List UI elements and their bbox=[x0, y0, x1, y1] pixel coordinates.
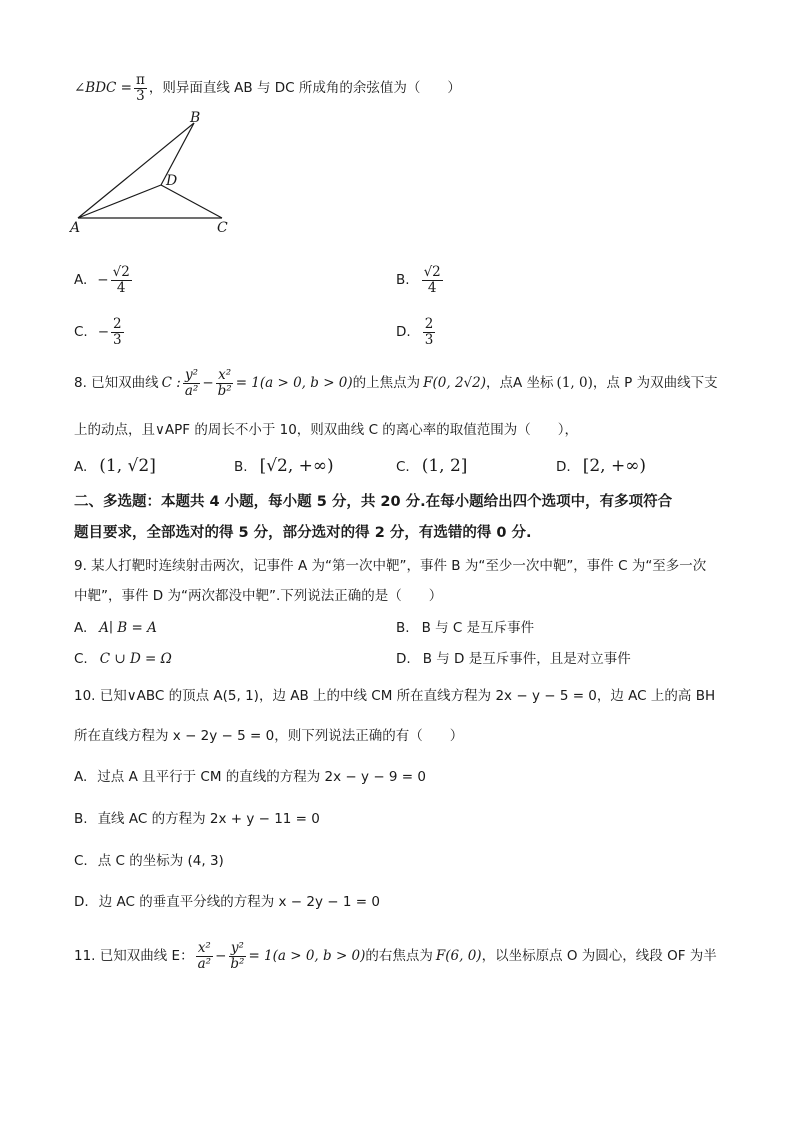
q8-fraction-2 bbox=[216, 368, 234, 399]
q11-fraction-2 bbox=[228, 941, 246, 972]
q7-figure bbox=[66, 108, 246, 238]
q8-point-a: (1, 0) bbox=[556, 375, 593, 391]
option-value: [√2, +∞) bbox=[259, 456, 334, 476]
option-text: 边 AC 的垂直平分线的方程为 x − 2y − 1 = 0 bbox=[98, 894, 380, 910]
q10-line-1: 10. 已知∨ABC 的顶点 A(5, 1)，边 AB 上的中线 CM 所在直线方程为 2x − y − 5 = 0，边 AC 上的高 BH bbox=[74, 688, 716, 704]
label-C: C bbox=[217, 220, 228, 236]
fraction-den: b² bbox=[230, 955, 245, 972]
q7-three: 3 bbox=[136, 87, 145, 104]
q8-curve-name: C : bbox=[161, 375, 181, 391]
q8-line-1 bbox=[74, 365, 718, 401]
option-value: (1, 2] bbox=[421, 456, 468, 476]
option-text: B 与 C 是互斥事件 bbox=[421, 620, 535, 636]
q10-option-b[interactable] bbox=[74, 809, 320, 829]
fraction-den: 3 bbox=[113, 331, 122, 348]
q8-option-a[interactable] bbox=[74, 456, 156, 477]
fraction-num: 2 bbox=[424, 315, 434, 332]
q8-option-b[interactable] bbox=[234, 456, 334, 477]
fraction-num: y² bbox=[230, 939, 244, 956]
option-label: C. bbox=[74, 324, 88, 340]
option-label: B. bbox=[396, 620, 410, 636]
q7-angle-fraction bbox=[134, 73, 147, 104]
option-label: B. bbox=[74, 811, 88, 827]
section-2-heading-line-2: 题目要求，全部选对的得 5 分，部分选对的得 2 分，有选错的得 0 分. bbox=[74, 525, 532, 541]
fraction-num: √2 bbox=[423, 263, 441, 280]
label-B: B bbox=[190, 110, 201, 126]
q7-pi: π bbox=[136, 71, 145, 88]
option-sign: − bbox=[97, 272, 109, 288]
fraction-den: a² bbox=[197, 955, 212, 972]
fraction-num: y² bbox=[185, 366, 199, 383]
q11-line-1 bbox=[74, 937, 717, 975]
option-label: B. bbox=[396, 272, 410, 288]
option-text: B 与 D 是互斥事件，且是对立事件 bbox=[422, 651, 631, 667]
label-D: D bbox=[166, 173, 178, 189]
option-label: B. bbox=[234, 459, 248, 475]
fraction-den: 3 bbox=[424, 331, 434, 348]
q7-option-b[interactable] bbox=[396, 262, 445, 298]
option-text: A∣ B = A bbox=[99, 620, 157, 636]
q11-mid-1: 的右焦点为 bbox=[365, 948, 433, 964]
option-label: A. bbox=[74, 620, 88, 636]
fraction-num: √2 bbox=[112, 263, 130, 280]
q9-line-2: 中靶”，事件 D 为“两次都没中靶”.下列说法正确的是（ ） bbox=[74, 588, 443, 604]
q7-question-text: ，则异面直线 AB 与 DC 所成角的余弦值为（ ） bbox=[148, 80, 461, 96]
q8-prefix: 8. 已知双曲线 bbox=[74, 375, 159, 391]
label-A: A bbox=[70, 220, 81, 236]
option-label: C. bbox=[396, 459, 410, 475]
option-value: [2, +∞) bbox=[582, 456, 646, 476]
q11-prefix: 11. 已知双曲线 E： bbox=[74, 948, 194, 964]
q8-option-d[interactable] bbox=[556, 456, 646, 477]
q9-option-d[interactable] bbox=[396, 649, 631, 669]
option-text: 直线 AC 的方程为 2x + y − 11 = 0 bbox=[97, 811, 320, 827]
fraction-num: 2 bbox=[113, 315, 122, 332]
option-fraction bbox=[422, 265, 443, 296]
option-fraction bbox=[423, 317, 436, 348]
option-text: C ∪ D = Ω bbox=[99, 651, 172, 667]
option-label: A. bbox=[74, 459, 88, 475]
option-label: D. bbox=[74, 894, 89, 910]
option-text: 点 C 的坐标为 (4, 3) bbox=[97, 853, 224, 869]
q8-focus: F(0, 2√2) bbox=[423, 375, 487, 391]
option-label: D. bbox=[396, 651, 411, 667]
q11-condition: = 1(a > 0, b > 0) bbox=[248, 948, 366, 964]
q11-rest: ，以坐标原点 O 为圆心，线段 OF 为半 bbox=[481, 948, 717, 964]
segment-DC bbox=[161, 185, 222, 218]
fraction-den: a² bbox=[184, 382, 199, 399]
fraction-num: x² bbox=[218, 366, 232, 383]
q9-option-a[interactable] bbox=[74, 618, 157, 638]
option-label: D. bbox=[556, 459, 571, 475]
q7-option-a[interactable] bbox=[74, 262, 134, 298]
q8-condition: = 1(a > 0, b > 0) bbox=[235, 375, 353, 391]
option-label: C. bbox=[74, 651, 88, 667]
q7-stem bbox=[74, 70, 461, 106]
option-fraction bbox=[111, 265, 132, 296]
option-fraction bbox=[111, 317, 124, 348]
option-value: (1, √2] bbox=[99, 456, 156, 476]
q7-angle-lhs: ∠BDC = bbox=[74, 80, 132, 96]
q10-option-a[interactable] bbox=[74, 767, 426, 787]
option-label: A. bbox=[74, 272, 88, 288]
q7-option-c[interactable] bbox=[74, 314, 126, 350]
q11-minus: − bbox=[215, 948, 227, 964]
q9-line-1: 9. 某人打靶时连续射击两次，记事件 A 为“第一次中靶”，事件 B 为“至少一次中靶”，事件 C 为“至多一次 bbox=[74, 558, 707, 574]
q8-fraction-1 bbox=[183, 368, 200, 399]
q8-mid-1: 的上焦点为 bbox=[352, 375, 421, 391]
q8-mid-2: ，点A 坐标 bbox=[486, 375, 554, 391]
segment-AD bbox=[78, 185, 161, 218]
q8-mid-3: ，点 P 为双曲线下支 bbox=[592, 375, 718, 391]
q8-option-c[interactable] bbox=[396, 456, 467, 477]
fraction-den: b² bbox=[217, 382, 232, 399]
q10-option-d[interactable] bbox=[74, 892, 380, 912]
q7-option-d[interactable] bbox=[396, 314, 437, 350]
segment-AB bbox=[78, 123, 194, 218]
section-2-heading-line-1: 二、多选题：本题共 4 小题，每小题 5 分，共 20 分.在每小题给出四个选项中，有多项符合 bbox=[74, 494, 673, 510]
option-text: 过点 A 且平行于 CM 的直线的方程为 2x − y − 9 = 0 bbox=[97, 769, 426, 785]
option-label: A. bbox=[74, 769, 88, 785]
q8-line-2: 上的动点，且∨APF 的周长不小于 10，则双曲线 C 的离心率的取值范围为（ ）， bbox=[74, 422, 579, 438]
q11-focus: F(6, 0) bbox=[435, 948, 482, 964]
option-label: C. bbox=[74, 853, 88, 869]
option-label: D. bbox=[396, 324, 411, 340]
q11-fraction-1 bbox=[196, 941, 213, 972]
fraction-num: x² bbox=[197, 939, 211, 956]
q8-minus: − bbox=[202, 375, 214, 391]
q9-option-c[interactable] bbox=[74, 649, 172, 669]
q10-line-2: 所在直线方程为 x − 2y − 5 = 0，则下列说法正确的有（ ） bbox=[74, 728, 464, 744]
q10-option-c[interactable] bbox=[74, 851, 224, 871]
option-sign: − bbox=[97, 324, 110, 340]
fraction-den: 4 bbox=[427, 279, 437, 296]
q9-option-b[interactable] bbox=[396, 618, 534, 638]
fraction-den: 4 bbox=[116, 279, 126, 296]
